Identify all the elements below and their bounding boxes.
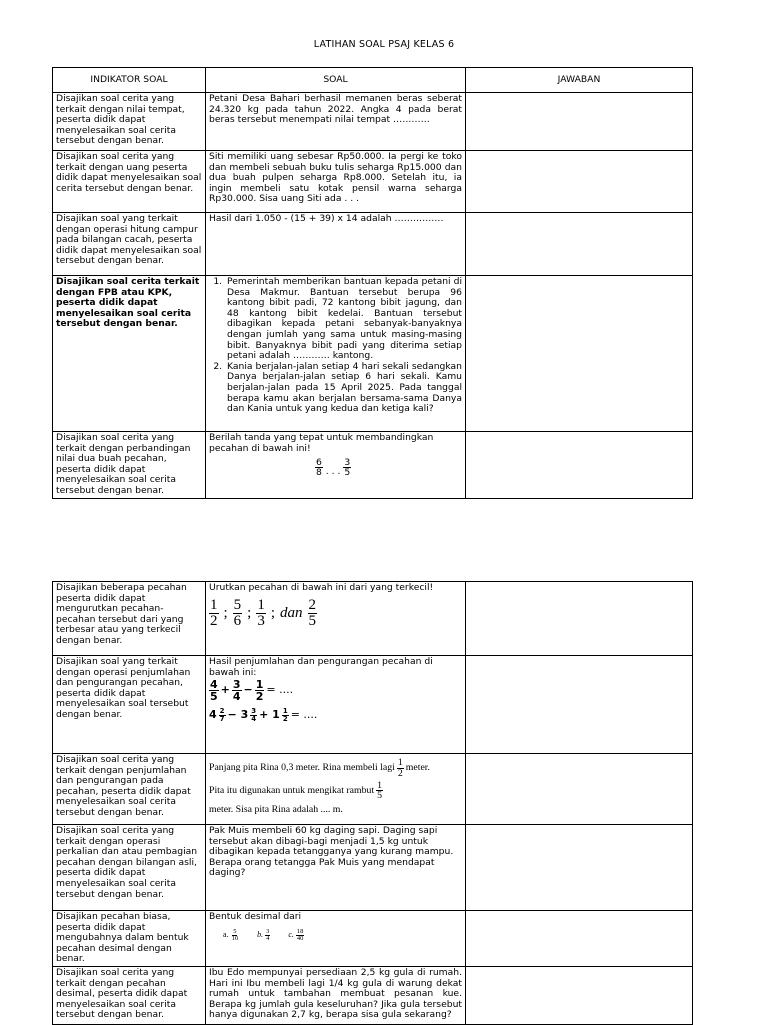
fraction: $\frac{3}{4}$ <box>232 678 241 704</box>
table-row <box>53 151 693 213</box>
soal-cell <box>206 276 466 432</box>
fraction: $\frac{1}{2}$ <box>255 678 264 704</box>
page-title: LATIHAN SOAL PSAJ KELAS 6 <box>313 39 455 50</box>
question-table-2 <box>52 581 693 1025</box>
indikator-cell: Disajikan soal cerita yang terkait dengan penjumlahan dan pengurangan pada pecahan, peserta didik dapat menyelesaikan soal cerita tersebut dengan benar. <box>53 754 206 825</box>
jawaban-cell[interactable] <box>466 151 693 213</box>
jawaban-cell[interactable] <box>466 93 693 151</box>
table-row <box>53 582 693 656</box>
fraction-compare <box>209 458 462 478</box>
expression-1 <box>209 679 462 702</box>
fraction: $\frac{1}{2}$ <box>397 757 403 779</box>
fraction: $\frac{1}{3}$ <box>257 596 265 629</box>
operator: − <box>243 683 253 697</box>
soal-cell: Ibu Edo mempunyai persediaan 2,5 kg gula di rumah. Hari ini Ibu membeli lagi 1/4 kg gula di warung dekat rumah untuk tambahan membuat pesanan kue. Berapa kg jumlah gula keseluruhan? Jika gula tersebut hanya digunakan 2,7 kg, berapa sisa gula sekarang? <box>206 966 466 1024</box>
soal-cell: Hasil dari 1.050 - (15 + 39) x 14 adalah ……………. <box>206 213 466 276</box>
soal-cell <box>206 911 466 967</box>
equals: = .... <box>266 683 294 697</box>
fraction: $\frac{1}{2}$ <box>210 596 218 629</box>
indikator-cell: Disajikan soal cerita yang terkait dengan perbandingan nilai dua buah pecahan, peserta didik dapat menyelesaikan soal cerita tersebut dengan benar. <box>53 432 206 499</box>
jawaban-cell[interactable] <box>466 276 693 432</box>
indikator-cell: Disajikan soal cerita yang terkait dengan uang peserta didik dapat menyelesaikan soal cerita tersebut dengan benar. <box>53 151 206 213</box>
fraction: $\frac{1}{5}$ <box>377 779 383 802</box>
fraction: $\frac{1}{2}$ <box>282 707 288 724</box>
soal-cell <box>206 432 466 499</box>
jawaban-cell[interactable] <box>466 656 693 754</box>
list-item: 1. Pemerintah memberikan bantuan kepada petani di Desa Makmur. Bantuan tersebut berupa 96 kantong bibit padi, 72 kantong bibit jagung, dan 48 kantong bibit kedelai. Bantuan tersebut dibagikan kepada petani sebanyak-banyaknya dengan jumlah yang sama untuk masing-masing bibit. Banyaknya bibit padi yang diterima setiap petani adalah ………… kantong. <box>225 277 462 362</box>
fraction: $\frac{3}{4}$ <box>251 707 257 724</box>
table-row <box>53 213 693 276</box>
table-row <box>53 432 693 499</box>
soal-cell <box>206 754 466 825</box>
option-b: b. $\frac{3}{4}$ <box>257 927 270 943</box>
fraction: $\frac{2}{7}$ <box>219 707 225 724</box>
table-row <box>53 656 693 754</box>
option-a: a. $\frac{5}{10}$ <box>223 927 239 943</box>
indikator-cell: Disajikan soal cerita terkait dengan FPB atau KPK, peserta didik dapat menyelesaikan soal cerita tersebut dengan benar. <box>53 276 206 432</box>
jawaban-cell[interactable] <box>466 213 693 276</box>
fraction: $\frac{4}{5}$ <box>210 678 218 704</box>
fraction: $\frac{3}{5}$ <box>344 457 351 479</box>
indikator-cell: Disajikan pecahan biasa, peserta didik dapat mengubahnya dalam bentuk pecahan desimal dengan benar. <box>53 911 206 967</box>
indikator-cell: Disajikan soal yang terkait dengan operasi penjumlahan dan pengurangan pecahan, peserta didik dapat menyelesaikan soal tersebut dengan benar. <box>53 656 206 754</box>
soal-text: Hasil penjumlahan dan pengurangan pecahan di bawah ini: <box>209 656 433 678</box>
jawaban-cell[interactable] <box>466 754 693 825</box>
operator: + <box>220 683 230 697</box>
separator: ; <box>270 604 276 621</box>
soal-cell <box>206 582 466 656</box>
table-header-row <box>53 68 693 93</box>
indikator-cell: Disajikan beberapa pecahan peserta didik dapat mengurutkan pecahan-pecahan tersebut dari yang terbesar atau yang terkecil dengan benar. <box>53 582 206 656</box>
soal-text: Urutkan pecahan di bawah ini dari yang terkecil! <box>209 582 434 593</box>
soal-text: Bentuk desimal dari <box>209 911 302 922</box>
operator: − 3 <box>227 708 249 722</box>
indikator-cell: Disajikan soal cerita yang terkait dengan nilai tempat, peserta didik dapat menyelesaikan soal cerita tersebut dengan benar. <box>53 93 206 151</box>
table-row <box>53 966 693 1024</box>
options <box>209 929 462 943</box>
table-row <box>53 93 693 151</box>
indikator-cell: Disajikan soal cerita yang terkait dengan operasi perkalian dan atau pembagian pecahan dengan bilangan asli, peserta didik dapat menyelesaikan soal cerita tersebut dengan benar. <box>53 825 206 911</box>
conjunction: dan <box>280 604 303 621</box>
soal-line: Pita itu digunakan untuk mengikat rambut $\frac{1}{5}$ <box>209 779 383 802</box>
soal-line: Panjang pita Rina 0,3 meter. Rina membeli lagi $\frac{1}{2}$ meter. <box>209 757 430 779</box>
jawaban-cell[interactable] <box>466 966 693 1024</box>
header-soal: SOAL <box>206 68 466 93</box>
soal-cell: Petani Desa Bahari berhasil memanen beras seberat 24.320 kg pada tahun 2022. Angka 4 pada berat beras tersebut menempati nilai tempat ………… <box>206 93 466 151</box>
fraction: $\frac{6}{8}$ <box>316 457 322 479</box>
jawaban-cell[interactable] <box>466 825 693 911</box>
operator: + 1 <box>259 708 280 722</box>
soal-line: meter. Sisa pita Rina adalah .... m. <box>209 804 343 816</box>
jawaban-cell[interactable] <box>466 911 693 967</box>
table-row <box>53 276 693 432</box>
separator: ; <box>247 604 252 621</box>
equals: = .... <box>290 708 318 722</box>
indikator-cell: Disajikan soal yang terkait dengan operasi hitung campur pada bilangan cacah, peserta didik dapat menyelesaikan soal tersebut dengan benar. <box>53 213 206 276</box>
expression-2 <box>209 708 462 723</box>
table-row <box>53 825 693 911</box>
header-indikator: INDIKATOR SOAL <box>53 68 206 93</box>
table-row <box>53 754 693 825</box>
jawaban-cell[interactable] <box>466 432 693 499</box>
indikator-cell: Disajikan soal cerita yang terkait dengan pecahan desimal, peserta didik dapat menyelesaikan soal cerita tersebut dengan benar. <box>53 966 206 1024</box>
separator: ; <box>223 604 228 621</box>
soal-cell <box>206 656 466 754</box>
option-c: c. $\frac{18}{40}$ <box>288 927 304 943</box>
fraction: $\frac{2}{5}$ <box>308 596 317 629</box>
soal-cell: Pak Muis membeli 60 kg daging sapi. Daging sapi tersebut akan dibagi-bagi menjadi 1,5 kg untuk dibagikan kepada tetangganya yang kurang mampu. Berapa orang tetangga Pak Muis yang mendapat daging? <box>206 825 466 911</box>
table-row <box>53 911 693 967</box>
header-jawaban: JAWABAN <box>466 68 693 93</box>
jawaban-cell[interactable] <box>466 582 693 656</box>
soal-text: Berilah tanda yang tepat untuk membandingkan pecahan di bawah ini! <box>209 432 434 454</box>
whole-number: 4 <box>209 708 217 722</box>
list-item: 2. Kania berjalan-jalan setiap 4 hari sekali sedangkan Danya berjalan-jalan setiap 6 hari sekali. Kamu berjalan-jalan pada 15 April 2025. Pada tanggal berapa kamu akan berjalan bersama-sama Danya dan Kania untuk yang kedua dan ketiga kali? <box>225 362 462 415</box>
soal-cell: Siti memiliki uang sebesar Rp50.000. Ia pergi ke toko dan membeli sebuah buku tulis seharga Rp15.000 dan dua buah pulpen seharga Rp8.000. Setelah itu, ia ingin membeli satu kotak pensil warna seharga Rp30.000. Sisa uang Siti ada . . . <box>206 151 466 213</box>
question-table-1 <box>52 67 693 499</box>
question-list <box>209 277 462 415</box>
fraction-list <box>209 598 462 629</box>
fraction: $\frac{5}{6}$ <box>233 596 242 629</box>
compare-dots: . . . <box>325 466 341 478</box>
